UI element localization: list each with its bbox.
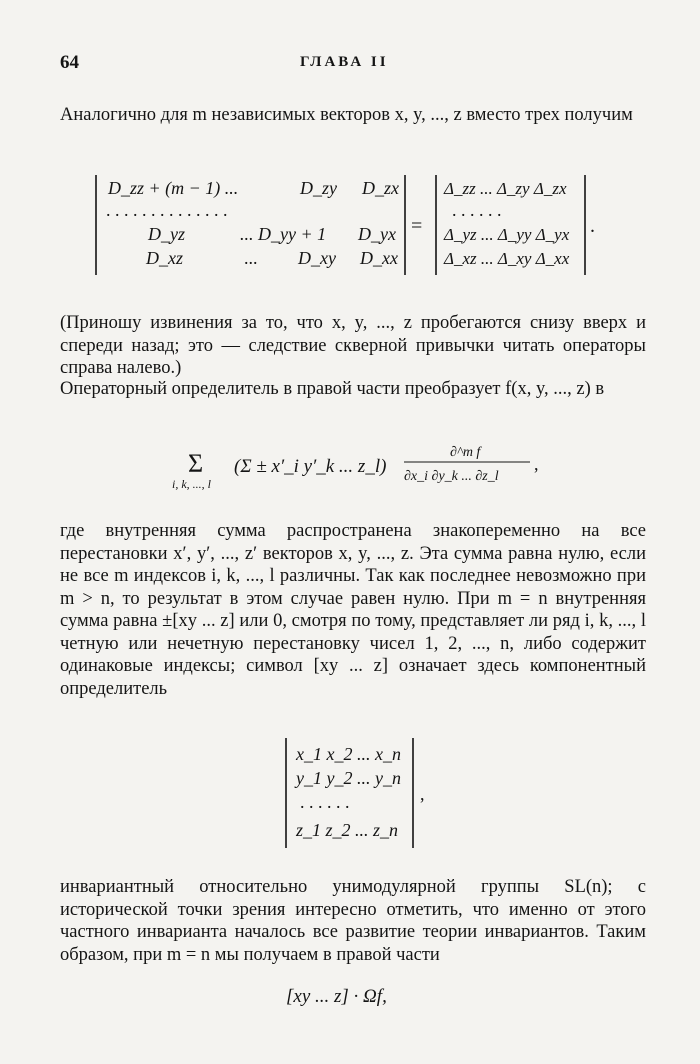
eq2-sum-index: i, k, ..., l (172, 477, 211, 491)
equation-1 (96, 175, 595, 275)
paragraph-4: где внутренняя сумма распространена знакопеременно на все перестановки x′, y′, ..., z′ векторов x, y, ..., z. Эта сумма равна нулю, если не все m индексов i, k, ..., l различны. Так как последнее невозможно при m > n, то результат в этом случае равен нулю. При m = n внутренняя сумма равна ±[xy ... z] или 0, смотря по тому, представляет ли ряд i, k, ..., l четную или нечетную перестановку чисел 1, 2, ..., n, либо содержит одинаковые индексы; символ [xy ... z] означает здесь компонентный определитель (60, 521, 646, 699)
equation-4 (286, 986, 387, 1007)
paragraph-5: инвариантный относительно унимодулярной группы SL(n); с исторической точки зрения интересно отметить, что именно от этого частного инварианта началось все развитие теории инвариантов. Таким образом, при m = n мы получаем в правой части (60, 877, 646, 965)
eq1-left-r1-c2: D_zy (300, 178, 337, 198)
eq1-left-r1-c1: D_zz + (m − 1) ... (108, 178, 239, 198)
eq3-row2: y_1 y_2 ... y_n (296, 768, 401, 788)
equation-2 (172, 445, 539, 491)
eq2-inner: (Σ ± x′_i y′_k ... z_l) (234, 456, 387, 477)
eq3-row3: . . . . . . (300, 792, 350, 812)
eq1-left-r2: . . . . . . . . . . . . . . (106, 200, 228, 220)
eq1-left-r4-c4: D_xx (360, 248, 398, 268)
eq1-left-r3-c1: D_yz (148, 224, 185, 244)
paragraph-1: Аналогично для m независимых векторов x, y, ..., z вместо трех получим (60, 105, 633, 125)
eq1-right-r4: Δ_xz ... Δ_xy Δ_xx (444, 249, 570, 268)
eq1-left-r4-c3: D_xy (298, 248, 336, 268)
eq1-left-r1-c3: D_zx (362, 178, 399, 198)
eq1-left-r4-c1: D_xz (146, 248, 183, 268)
equation-3 (286, 738, 425, 848)
eq1-right-r1: Δ_zz ... Δ_zy Δ_zx (444, 179, 567, 198)
paragraph-3: Операторный определитель в правой части преобразует f(x, y, ..., z) в (60, 379, 605, 399)
eq2-denominator: ∂x_i ∂y_k ... ∂z_l (404, 469, 499, 484)
eq3-row4: z_1 z_2 ... z_n (296, 820, 399, 840)
eq1-right-r2: . . . . . . (452, 200, 502, 220)
eq3-end: , (420, 784, 425, 804)
eq1-left-r3-c3: D_yx (358, 224, 396, 244)
eq2-numerator: ∂^m f (450, 445, 481, 460)
eq1-left-r4-c2: ... (244, 248, 258, 268)
eq1-end: . (590, 215, 595, 237)
eq2-sum: Σ (188, 449, 204, 478)
eq1-left-r3-c2: ... D_yy + 1 (240, 224, 327, 244)
page-number: 64 (60, 52, 79, 73)
eq2-end: , (534, 454, 539, 474)
eq1-right-r3: Δ_yz ... Δ_yy Δ_yx (444, 225, 570, 244)
eq1-equals: = (411, 215, 423, 237)
eq4: [xy ... z] · Ωf, (286, 986, 387, 1007)
paragraph-2: (Приношу извинения за то, что x, y, ..., z пробегаются снизу вверх и спереди назад; это — следствие скверной привычки читать операторы справа налево.) (60, 313, 646, 378)
eq3-row1: x_1 x_2 ... x_n (296, 744, 401, 764)
chapter-title: ГЛАВА II (300, 54, 389, 70)
